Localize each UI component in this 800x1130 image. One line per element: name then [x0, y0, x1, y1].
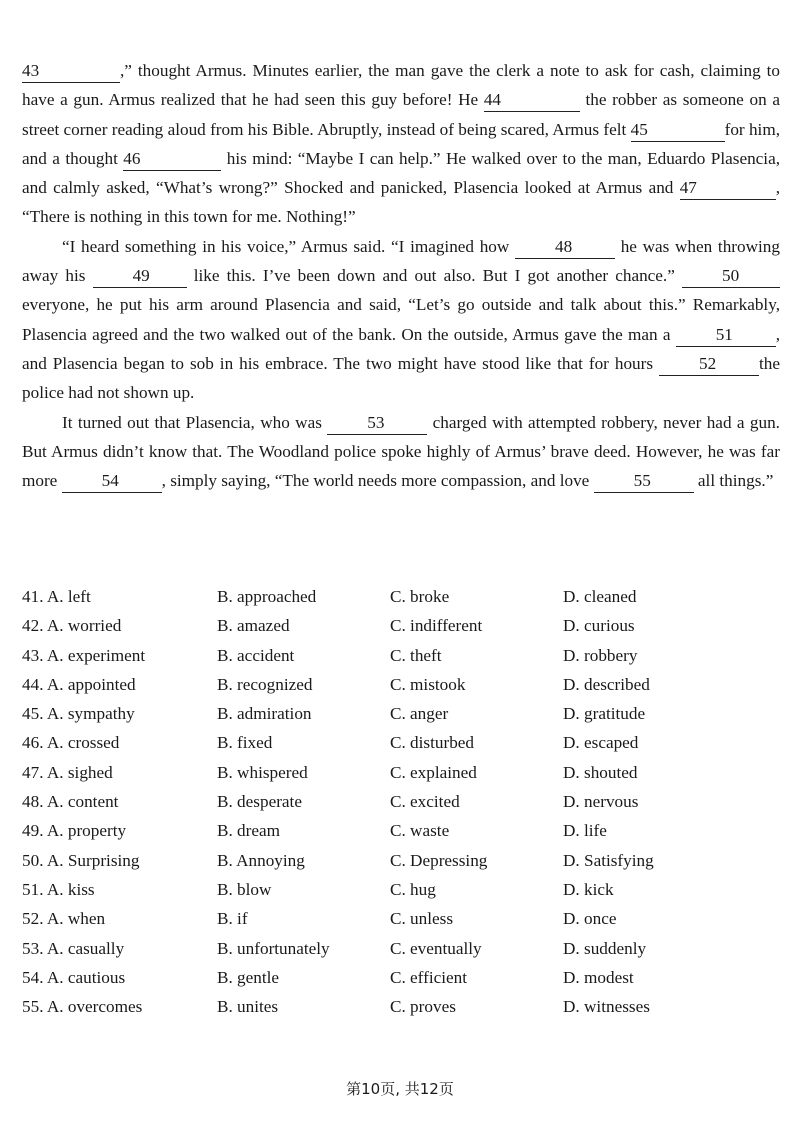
question-number: 46. — [22, 733, 44, 753]
question-number: 48. — [22, 792, 44, 812]
question-row — [22, 787, 782, 816]
option-text: A. experiment — [46, 645, 146, 665]
passage-text: the police had not shown up. — [22, 353, 780, 403]
question-option-a — [22, 728, 119, 757]
blank-43: 43 — [22, 60, 120, 83]
question-option-d: D. suddenly — [563, 938, 647, 958]
passage-text: , “There is nothing in this town for me. Nothing!” — [22, 178, 780, 227]
question-number: 53. — [22, 938, 44, 958]
question-option-c: C. proves — [390, 997, 456, 1017]
question-row — [22, 875, 782, 904]
question-number: 51. — [22, 879, 44, 899]
passage-text: , simply saying, “The world needs more compassion, and love — [161, 471, 594, 491]
question-option-c: C. theft — [390, 645, 442, 665]
question-option-b: B. approached — [217, 587, 317, 606]
question-number: 55. — [22, 997, 44, 1017]
question-option-c: C. indifferent — [390, 616, 483, 636]
question-option-c: C. unless — [390, 909, 454, 929]
option-text: A. Surprising — [46, 850, 140, 870]
passage-text: , and Plasencia began to sob in his embrace. The two might have stood like that for hours — [22, 324, 780, 373]
option-text: A. worried — [46, 616, 122, 636]
question-option-c: C. mistook — [390, 674, 466, 694]
question-option-d: D. cleaned — [563, 587, 637, 606]
option-text: A. cautious — [46, 967, 126, 987]
question-option-b: B. dream — [217, 821, 281, 841]
question-option-c: C. excited — [390, 792, 460, 812]
question-option-b: B. whispered — [217, 762, 308, 782]
question-option-d: D. curious — [563, 616, 635, 636]
passage-text: the robber as someone on a street corner reading aloud from his Bible. Abruptly, instead of being scared, Armus felt — [22, 90, 780, 139]
question-option-b: B. unfortunately — [217, 938, 330, 958]
question-row — [22, 582, 782, 611]
question-number: 44. — [22, 674, 44, 694]
question-option-a — [22, 611, 121, 640]
blank-53: 53 — [327, 412, 427, 435]
question-row — [22, 670, 782, 699]
question-option-c: C. disturbed — [390, 733, 475, 753]
option-text: A. left — [46, 587, 91, 606]
question-row — [22, 641, 782, 670]
question-number: 52. — [22, 909, 44, 929]
question-number: 50. — [22, 850, 44, 870]
blank-51: 51 — [676, 324, 776, 347]
question-number: 43. — [22, 645, 44, 665]
question-option-b: B. admiration — [217, 704, 312, 724]
question-option-a — [22, 963, 125, 992]
question-option-d: D. once — [563, 909, 617, 929]
blank-48: 48 — [515, 236, 615, 259]
question-option-b: B. if — [217, 909, 248, 929]
question-option-d: D. Satisfying — [563, 850, 654, 870]
question-option-d: D. gratitude — [563, 704, 646, 724]
question-option-d: D. witnesses — [563, 997, 650, 1017]
option-text: A. sighed — [46, 762, 113, 782]
question-option-b: B. blow — [217, 879, 272, 899]
question-option-b: B. unites — [217, 997, 279, 1017]
option-text: A. when — [46, 909, 106, 929]
option-text: A. kiss — [46, 879, 95, 899]
question-option-c: C. waste — [390, 821, 450, 841]
blank-54: 54 — [62, 470, 162, 493]
question-option-c: C. anger — [390, 704, 449, 724]
passage-text: he was when throwing away his — [22, 236, 780, 286]
question-option-b: B. desperate — [217, 792, 302, 812]
passage-text: like this. I’ve been down and out also. But I got another chance.” — [186, 266, 682, 286]
question-option-b: B. Annoying — [217, 850, 305, 870]
option-text: A. crossed — [46, 733, 120, 753]
question-option-d: D. robbery — [563, 645, 638, 665]
option-text: A. sympathy — [46, 704, 135, 724]
question-option-b: B. accident — [217, 645, 295, 665]
question-number: 45. — [22, 704, 44, 724]
question-option-a — [22, 582, 91, 611]
question-number: 41. — [22, 587, 44, 606]
blank-49: 49 — [93, 265, 187, 288]
blank-46: 46 — [123, 148, 221, 171]
answer-options — [22, 582, 782, 1021]
option-text: A. appointed — [46, 674, 136, 694]
question-row — [22, 934, 782, 963]
question-option-d: D. kick — [563, 879, 614, 899]
blank-47: 47 — [680, 177, 776, 200]
passage — [22, 56, 780, 495]
question-option-b: B. amazed — [217, 616, 290, 636]
question-option-a — [22, 641, 145, 670]
question-row — [22, 699, 782, 728]
question-row — [22, 904, 782, 933]
question-option-c: C. explained — [390, 762, 477, 782]
question-row — [22, 728, 782, 757]
passage-paragraph — [22, 56, 780, 232]
question-option-c: C. eventually — [390, 938, 482, 958]
question-row — [22, 758, 782, 787]
question-option-a — [22, 816, 126, 845]
blank-44: 44 — [484, 89, 580, 112]
question-option-c: C. broke — [390, 587, 450, 606]
question-option-a — [22, 875, 95, 904]
question-option-c: C. efficient — [390, 967, 467, 987]
passage-text: everyone, he put his arm around Plasencia and said, “Let’s go outside and talk about this.” Remarkably, Plasencia agreed and the two walked out of the bank. On the outside, Armus gave the man a — [22, 295, 780, 344]
question-option-a — [22, 787, 118, 816]
question-row — [22, 611, 782, 640]
option-text: A. content — [46, 792, 119, 812]
passage-paragraph — [22, 408, 780, 496]
question-number: 47. — [22, 762, 44, 782]
question-option-b: B. fixed — [217, 733, 273, 753]
passage-text: “I heard something in his voice,” Armus said. “I imagined how — [62, 236, 515, 256]
passage-paragraph — [22, 232, 780, 408]
question-number: 42. — [22, 616, 44, 636]
passage-text: all things.” — [693, 471, 774, 491]
question-option-a — [22, 904, 105, 933]
question-row — [22, 992, 782, 1021]
question-option-c: C. hug — [390, 879, 436, 899]
question-option-a — [22, 992, 142, 1021]
question-option-d: D. life — [563, 821, 607, 841]
passage-text: It turned out that Plasencia, who was — [62, 412, 328, 432]
passage-text: for him, and a thought — [22, 119, 780, 168]
question-number: 54. — [22, 967, 44, 987]
question-option-d: D. escaped — [563, 733, 639, 753]
question-option-a — [22, 670, 136, 699]
question-option-a — [22, 846, 139, 875]
blank-52: 52 — [659, 353, 759, 376]
question-number: 49. — [22, 821, 44, 841]
question-option-a — [22, 934, 124, 963]
passage-text: his mind: “Maybe I can help.” He walked over to the man, Eduardo Plasencia, and calmly asked, “What’s wrong?” Shocked and panicked, Plasencia looked at Armus and — [22, 148, 780, 198]
question-option-d: D. modest — [563, 967, 634, 987]
question-row — [22, 816, 782, 845]
option-text: A. casually — [46, 938, 125, 958]
question-option-b: B. recognized — [217, 674, 313, 694]
blank-45: 45 — [631, 119, 725, 142]
question-option-c: C. Depressing — [390, 850, 488, 870]
page-number: 第10页, 共12页 — [346, 1080, 454, 1098]
option-text: A. property — [46, 821, 127, 841]
question-row — [22, 963, 782, 992]
passage-text: ,” thought Armus. Minutes earlier, the man gave the clerk a note to ask for cash, claiming to have a gun. Armus realized that he had seen this guy before! He — [22, 61, 780, 110]
passage-text: charged with attempted robbery, never had a gun. But Armus didn’t know that. The Woodland police spoke highly of Armus’ brave deed. However, he was far more — [22, 412, 780, 491]
option-text: A. overcomes — [46, 997, 143, 1017]
question-option-a — [22, 699, 135, 728]
question-option-d: D. shouted — [563, 762, 638, 782]
question-row — [22, 846, 782, 875]
question-option-b: B. gentle — [217, 967, 280, 987]
blank-50: 50 — [682, 265, 780, 288]
blank-55: 55 — [594, 470, 694, 493]
question-option-d: D. described — [563, 674, 650, 694]
question-option-d: D. nervous — [563, 792, 639, 812]
question-option-a — [22, 758, 113, 787]
